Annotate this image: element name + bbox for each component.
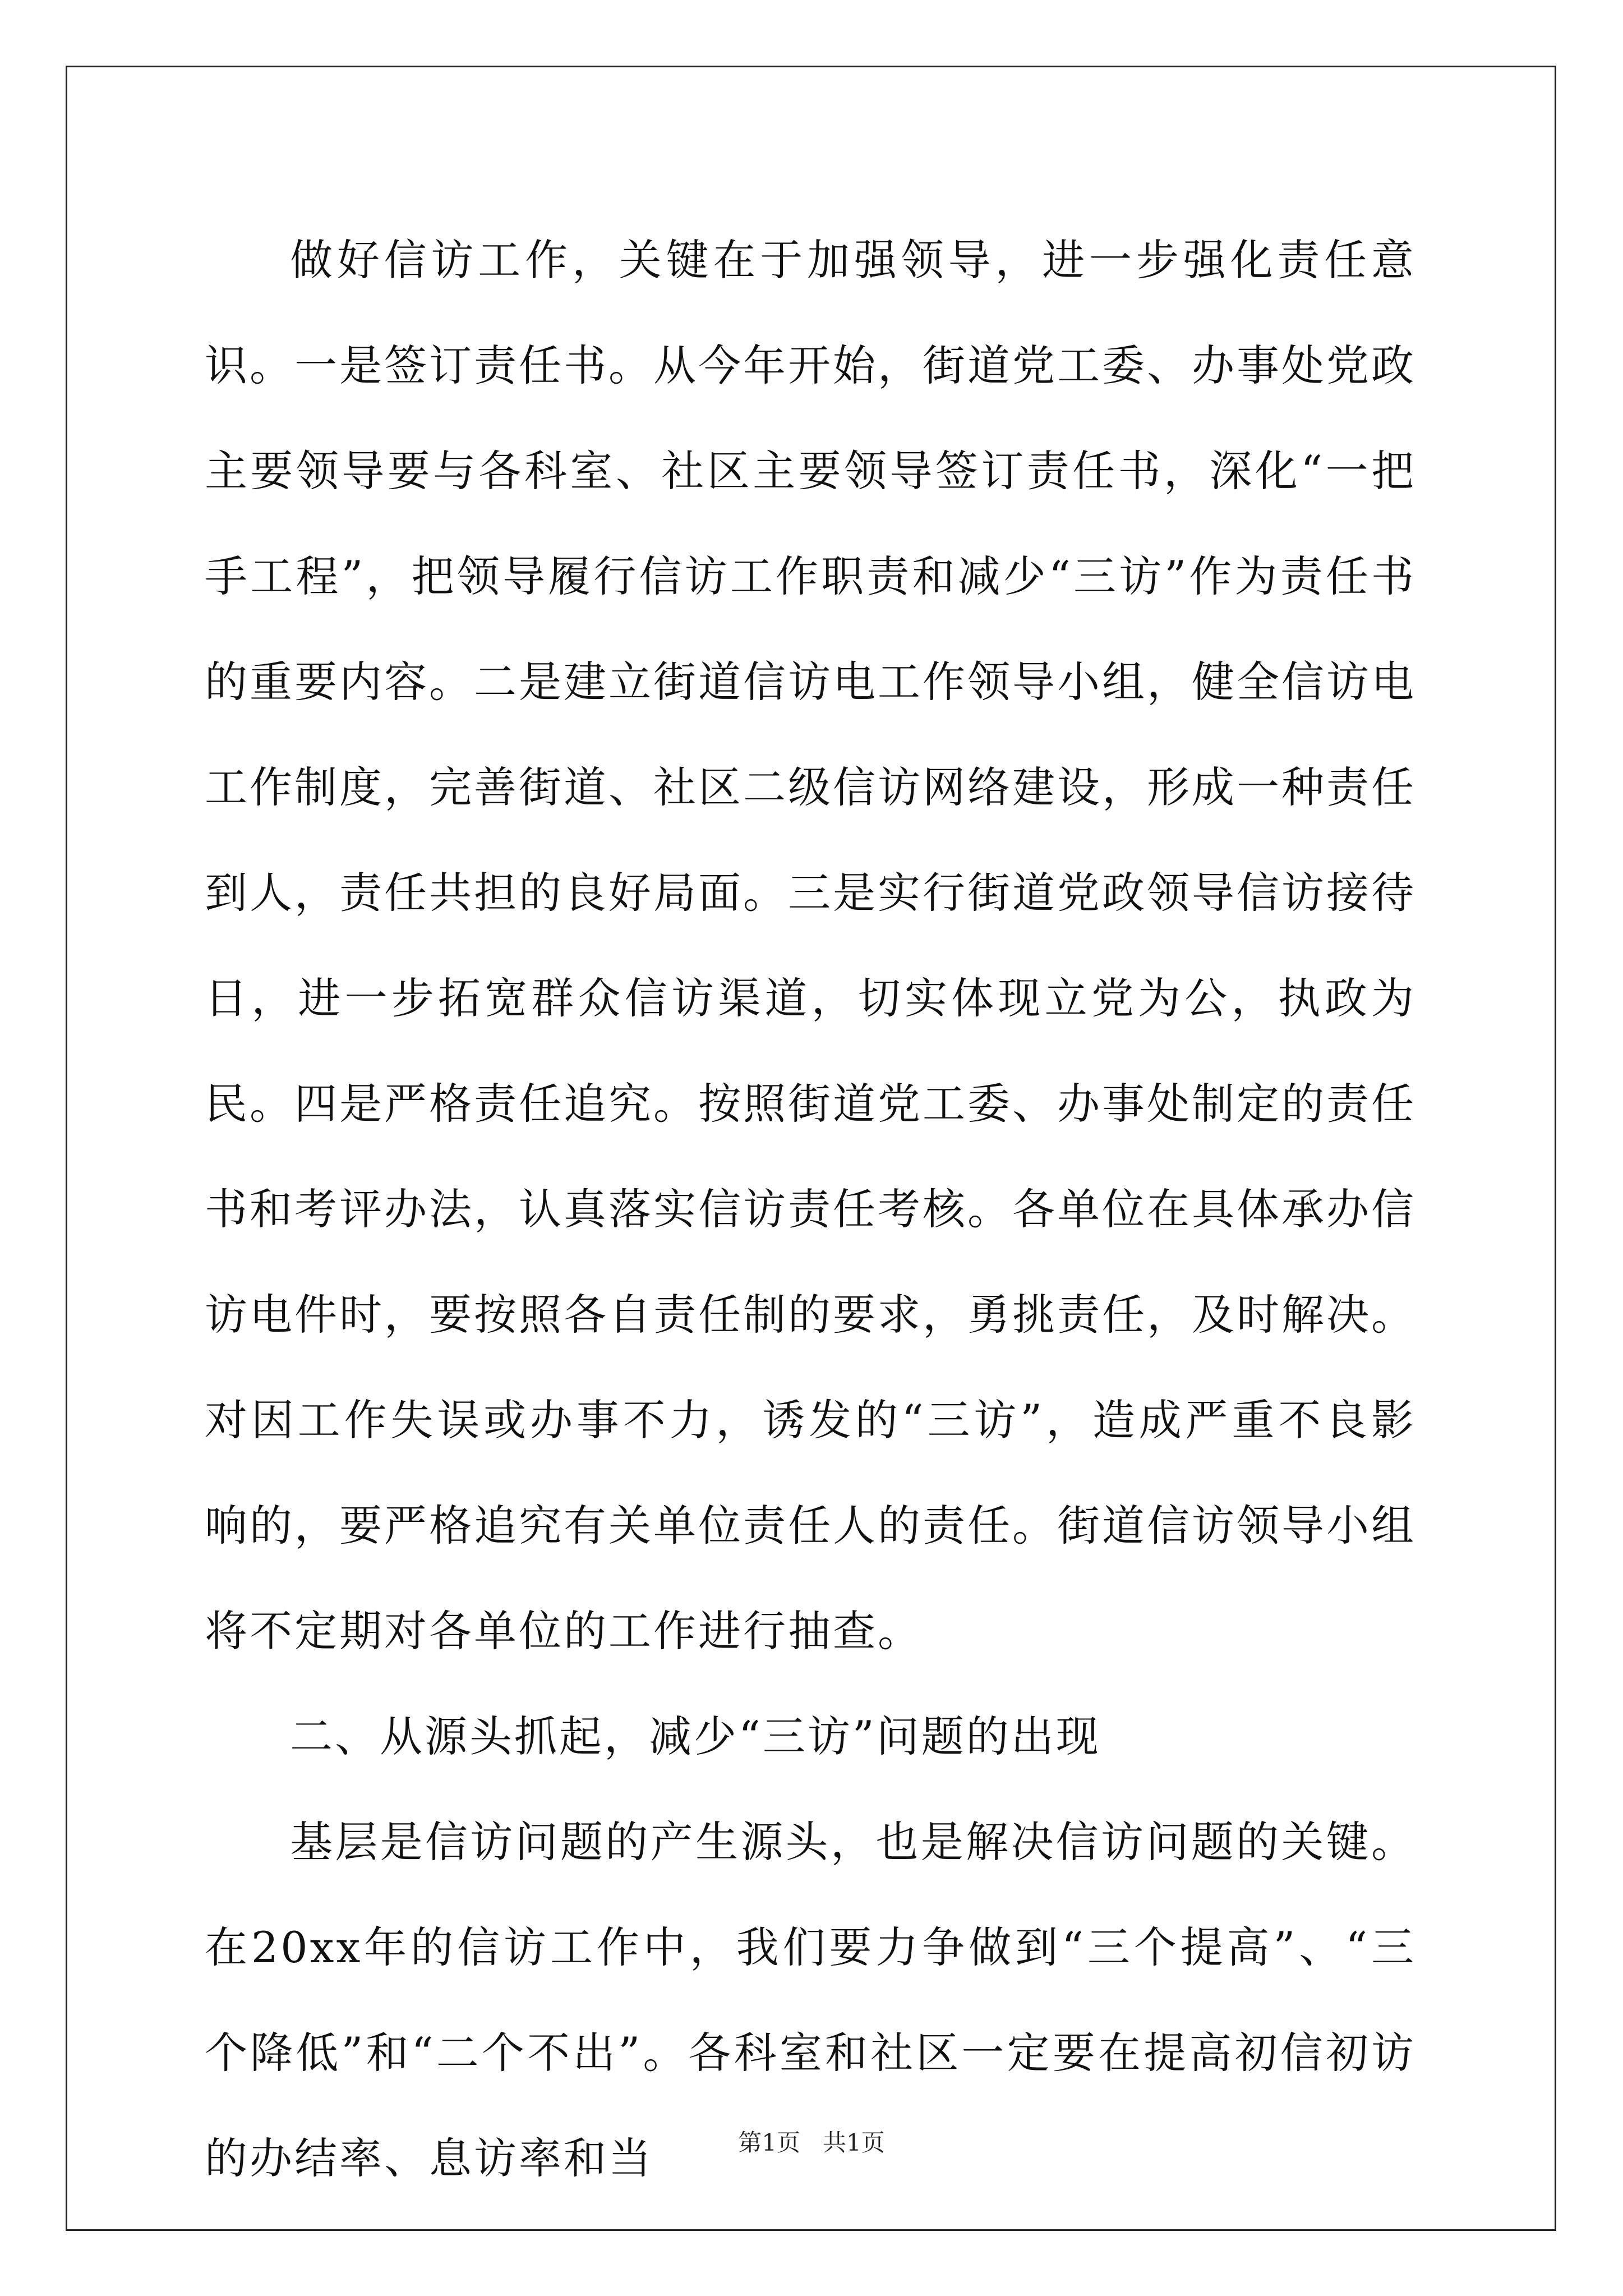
- section-heading-two: 二、从源头抓起，减少“三访”问题的出现: [290, 1711, 1101, 1761]
- paragraph-grassroots: 基层是信访问题的产生源头，也是解决信访问题的关键。在20xx年的信访工作中，我们要力争做到“三个提高”、“三个降低”和“二个不出”。各科室和社区一定要在提高初信初访的办结率、息访率和当: [205, 1817, 1416, 2183]
- paragraph-responsibility: 做好信访工作，关键在于加强领导，进一步强化责任意识。一是签订责任书。从今年开始，街道党工委、办事处党政主要领导要与各科室、社区主要领导签订责任书，深化“一把手工程”，把领导履行信访工作职责和减少“三访”作为责任书的重要内容。二是建立街道信访电工作领导小组，健全信访电工作制度，完善街道、社区二级信访网络建设，形成一种责任到人，责任共担的良好局面。三是实行街道党政领导信访接待日，进一步拓宽群众信访渠道，切实体现立党为公，执政为民。四是严格责任追究。按照街道党工委、办事处制定的责任书和考评办法，认真落实信访责任考核。各单位在具体承办信访电件时，要按照各自责任制的要求，勇挑责任，及时解决。对因工作失误或办事不力，诱发的“三访”，造成严重不良影响的，要严格追究有关单位责任人的责任。街道信访领导小组将不定期对各单位的工作进行抽查。: [205, 235, 1416, 1656]
- document-body: [205, 208, 1416, 2211]
- page-number: 第1页: [738, 2129, 800, 2156]
- page-footer: [0, 2126, 1623, 2160]
- page-total: 共1页: [823, 2129, 885, 2156]
